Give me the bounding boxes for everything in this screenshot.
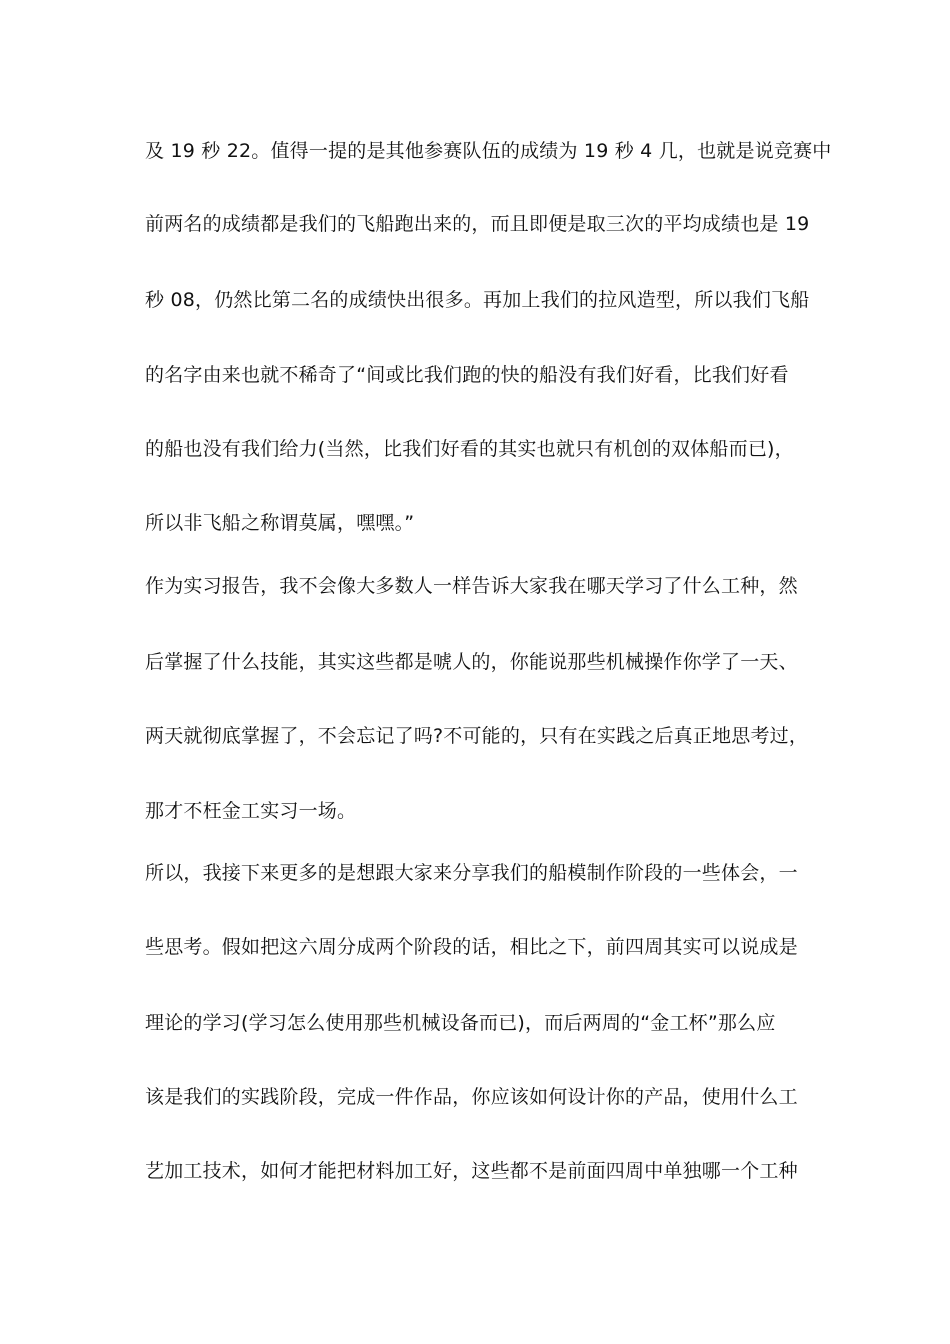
text-line: 所以，我接下来更多的是想跟大家来分享我们的船模制作阶段的一些体会，一	[145, 862, 798, 884]
text-line: 理论的学习(学习怎么使用那些机械设备而已)，而后两周的“金工杯”那么应	[145, 1012, 776, 1034]
text-line: 的名字由来也就不稀奇了“间或比我们跑的快的船没有我们好看，比我们好看	[145, 364, 789, 386]
text-line: 些思考。假如把这六周分成两个阶段的话，相比之下，前四周其实可以说成是	[145, 936, 798, 958]
text-line: 艺加工技术，如何才能把材料加工好，这些都不是前面四周中单独哪一个工种	[145, 1160, 798, 1182]
text-line: 作为实习报告，我不会像大多数人一样告诉大家我在哪天学习了什么工种，然	[145, 575, 798, 597]
text-line: 的船也没有我们给力(当然，比我们好看的其实也就只有机创的双体船而已)，	[145, 438, 794, 460]
text-line: 秒 08，仍然比第二名的成绩快出很多。再加上我们的拉风造型，所以我们飞船	[145, 289, 810, 311]
text-line: 前两名的成绩都是我们的飞船跑出来的，而且即便是取三次的平均成绩也是 19	[145, 213, 810, 235]
text-line: 那才不枉金工实习一场。	[145, 800, 357, 822]
text-line: 两天就彻底掌握了，不会忘记了吗?不可能的，只有在实践之后真正地思考过，	[145, 725, 809, 747]
text-line: 后掌握了什么技能，其实这些都是唬人的，你能说那些机械操作你学了一天、	[145, 651, 798, 673]
text-line: 所以非飞船之称谓莫属，嘿嘿。”	[145, 512, 415, 534]
text-line: 该是我们的实践阶段，完成一件作品，你应该如何设计你的产品，使用什么工	[145, 1086, 798, 1108]
text-line: 及 19 秒 22。值得一提的是其他参赛队伍的成绩为 19 秒 4 几，也就是说竞赛中	[145, 140, 832, 162]
